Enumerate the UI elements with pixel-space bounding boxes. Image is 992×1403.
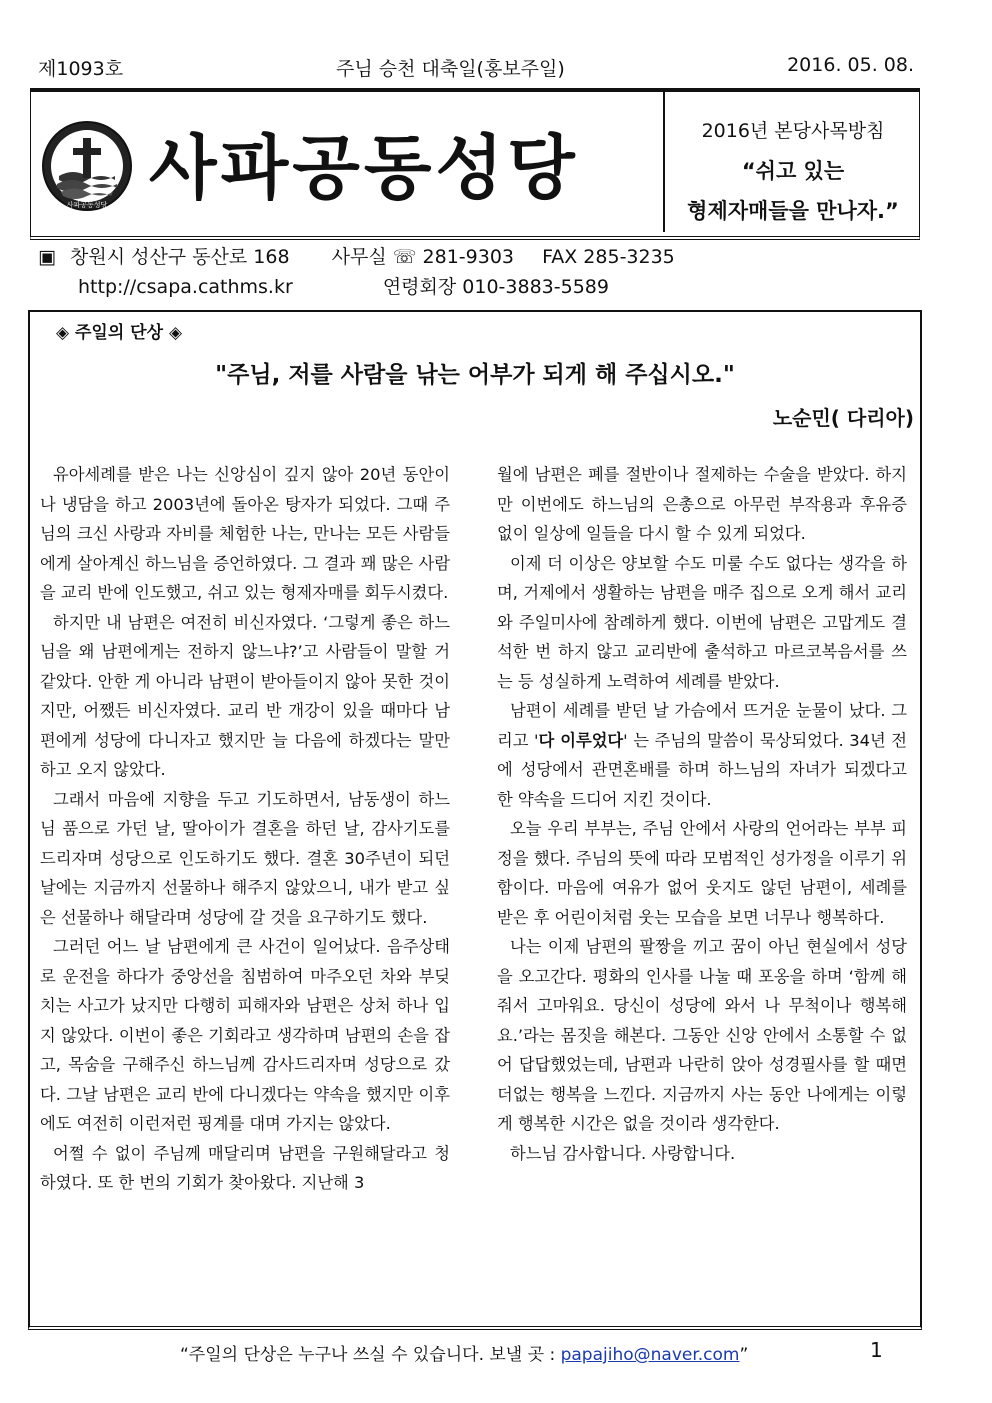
paragraph-text: 남편이 세례를 받던 날 가슴에서 뜨거운 눈물이 났다. 그리고 ' <box>497 701 907 750</box>
logo-caption: 사파공동성당 <box>66 201 108 209</box>
article-column-left <box>40 460 450 1198</box>
masthead <box>30 88 920 240</box>
motto-line-2: 형제자매들을 만나자.” <box>687 199 899 223</box>
issue-number: 제1093호 <box>38 58 124 80</box>
paragraph: 하지만 내 남편은 여전히 비신자였다. ‘그렇게 좋은 하느님을 왜 남편에게는 전하지 않느냐?’고 사람들이 말할 거 같았다. 안한 게 아니라 남편이 받아들이지 않아 못한 것이지만, 어쨌든 비신자였다. 교리 반 개강이 있을 때마다 남편에게 성당에 다니자고 했지만 늘 다음에 하겠다는 말만하고 오지 않았다. <box>40 612 450 779</box>
paragraph: 어쩔 수 없이 주님께 매달리며 남편을 구원해달라고 청하였다. 또 한 번의 기회가 찾아왔다. 지난해 3 <box>40 1143 450 1192</box>
motto-line-1: “쉬고 있는 <box>741 159 845 183</box>
paragraph <box>497 696 907 814</box>
footer-text-end: ” <box>739 1345 749 1365</box>
emphasized-quote: 다 이루었다 <box>538 730 624 750</box>
funeral-chair-phone: 연령회장 010-3883-5589 <box>382 276 609 298</box>
email-link[interactable]: papajiho@naver.com <box>560 1345 740 1365</box>
paragraph: 그러던 어느 날 남편에게 큰 사건이 일어났다. 음주상태로 운전을 하다가 중앙선을 침범하여 마주오던 차와 부딪치는 사고가 났지만 다행히 피해자와 남편은 상처 하나 입지 않았다. 이번이 좋은 기회라고 생각하며 남편의 손을 잡고, 목숨을 구해주신 하느님께 감사드리자며 성당으로 갔다. 그날 남편은 교리 반에 다니겠다는 약속을 했지만 이후에도 여전히 이런저런 핑계를 대며 가지는 않았다. <box>40 937 450 1133</box>
paragraph: 그래서 마음에 지향을 두고 기도하면서, 남동생이 하느님 품으로 가던 날, 딸아이가 결혼을 하던 날, 감사기도를 드리자며 성당으로 인도하기도 했다. 결혼 30주년이 되던 날에는 지금까지 선물하나 해주지 않았으니, 내가 받고 싶은 선물하나 해달라며 성당에 갈 것을 요구하기도 했다. <box>40 789 450 927</box>
paragraph: 유아세례를 받은 나는 신앙심이 깊지 않아 20년 동안이나 냉담을 하고 2003년에 돌아온 탕자가 되었다. 그때 주님의 크신 사랑과 자비를 체험한 나는, 만나는 모든 사람들에게 살아계신 하느님을 증언하였다. 그 결과 꽤 많은 사람을 교리 반에 인도했고, 쉬고 있는 형제자매를 회두시켰다. <box>40 465 450 602</box>
feast-title: 주님 승천 대축일(홍보주일) <box>336 58 565 80</box>
church-name: 사파공동성당 <box>149 127 579 209</box>
footer-text: “주일의 단상은 누구나 쓰실 수 있습니다. 보낼 곳 : <box>180 1345 561 1365</box>
cross-on-waves-emblem-icon <box>41 120 133 212</box>
paragraph: 하느님 감사합니다. 사랑합니다. <box>510 1143 736 1163</box>
office-phone: 사무실 ☏ 281-9303 <box>331 246 515 268</box>
motto-year: 2016년 본당사목방침 <box>701 120 885 142</box>
paragraph: 나는 이제 남편의 팔짱을 끼고 꿈이 아닌 현실에서 성당을 오고간다. 평화의 인사를 나눌 때 포옹을 하며 ‘함께 해줘서 고마워요. 당신이 성당에 와서 나 무척이나 행복해요.’라는 몸짓을 해본다. 그동안 신앙 안에서 소통할 수 없어 답답했었는데, 남편과 나란히 앉아 성경필사를 할 때면 더없는 행복을 느낀다. 지금까지 사는 동안 나에게는 이렇게 행복한 시간은 없을 것이라 생각한다. <box>497 937 907 1133</box>
section-title: ◈ 주일의 단상 ◈ <box>56 323 183 343</box>
article-author: 노순민( 다리아) <box>772 406 914 430</box>
website-link[interactable]: http://csapa.cathms.kr <box>78 276 293 298</box>
issue-date: 2016. 05. 08. <box>787 54 914 76</box>
fax-number: FAX 285-3235 <box>542 246 675 268</box>
paragraph-text: ' 는 주님의 말씀이 묵상되었다. 34년 전에 성당에서 관면혼배를 하며 하느님의 자녀가 되겠다고 한 약속을 드디어 지킨 것이다. <box>497 730 907 809</box>
address: 창원시 성산구 동산로 168 <box>70 246 290 268</box>
paragraph: 월에 남편은 폐를 절반이나 절제하는 수술을 받았다. 하지만 이번에도 하느님의 은총으로 아무런 부작용과 후유증 없이 일상에 일들을 다시 할 수 있게 되었다. <box>497 465 907 543</box>
article-headline: "주님, 저를 사람을 낚는 어부가 되게 해 주십시오." <box>215 362 735 388</box>
paragraph: 이제 더 이상은 양보할 수도 미룰 수도 없다는 생각을 하며, 거제에서 생활하는 남편을 매주 집으로 오게 해서 교리와 주일미사에 참례하게 했다. 이번에 남편은 고맙게도 결석한 번 하지 않고 교리반에 출석하고 마르코복음서를 쓰는 등 성실하게 노력하여 세례를 받았다. <box>497 553 907 691</box>
pastoral-motto <box>663 92 921 232</box>
paragraph: 오늘 우리 부부는, 주님 안에서 사랑의 언어라는 부부 피정을 했다. 주님의 뜻에 따라 모범적인 성가정을 이루기 위함이다. 마음에 여유가 없어 웃지도 않던 남편이, 세례를 받은 후 어린이처럼 웃는 모습을 보면 너무나 행복하다. <box>497 819 907 927</box>
top-bar <box>30 52 922 82</box>
footer-note <box>180 1340 748 1365</box>
contact-info <box>38 242 918 302</box>
article-box <box>28 310 922 1330</box>
contact-bullet: ▣ <box>38 246 56 268</box>
page-number: 1 <box>870 1338 883 1362</box>
article-column-right <box>497 460 907 1168</box>
